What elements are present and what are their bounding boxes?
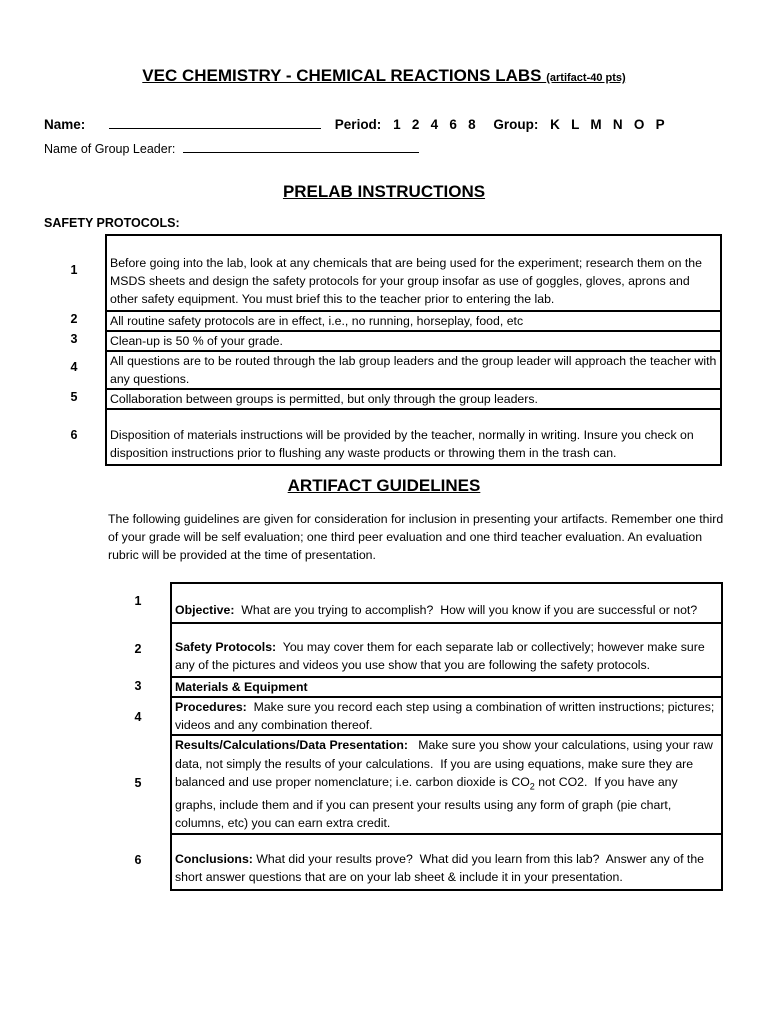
table-row [106, 409, 721, 465]
table-row [106, 311, 721, 331]
prelab-item-3: Clean-up is 50 % of your grade. [106, 331, 721, 351]
prelab-heading: PRELAB INSTRUCTIONS [282, 182, 486, 201]
leader-blank[interactable] [183, 140, 419, 153]
table-row [171, 623, 722, 677]
item-text: What are you trying to accomplish? How will you know if you are successful or not? [234, 603, 698, 617]
name-label: Name: [44, 117, 86, 132]
prelab-item-4: All questions are to be routed through the lab group leaders and the group leader will approach the teacher with any questions. [106, 351, 721, 389]
table-row [171, 677, 722, 697]
item-text: What did your results prove? What did you learn from this lab? Answer any of the short answer questions that are on your lab sheet & include it in your presentation. [175, 851, 708, 884]
artifact-intro: The following guidelines are given for consideration for inclusion in presenting your artifacts. Remember one third of your grade will be self evaluation; one third peer evaluation and one third teacher evaluation. An evaluation rubric will be provided at the time of presentation. [108, 512, 724, 562]
name-blank[interactable] [109, 116, 321, 129]
prelab-num-2: 2 [70, 312, 78, 326]
item-text: not CO2. If you have any graphs, include them and if you can present your results using any form of graph (pie chart, columns, etc) you can earn extra credit. [175, 775, 682, 831]
artifact-heading: ARTIFACT GUIDELINES [287, 476, 481, 495]
prelab-num-1: 1 [70, 263, 78, 277]
prelab-num-6: 6 [70, 428, 78, 442]
student-info-row [44, 116, 665, 132]
document-title [0, 66, 768, 86]
table-row [106, 389, 721, 409]
item-label: Conclusions: [175, 851, 253, 866]
table-row [171, 697, 722, 735]
table-row [171, 583, 722, 623]
table-row [106, 331, 721, 351]
artifact-num-1: 1 [134, 594, 142, 608]
artifact-num-4: 4 [134, 710, 142, 724]
artifact-num-2: 2 [134, 642, 142, 656]
artifact-num-6: 6 [134, 853, 142, 867]
table-row [106, 235, 721, 311]
prelab-item-6: Disposition of materials instructions will be provided by the teacher, normally in writing. Insure you check on disposition instructions prior to flushing any waste products or throwing them in the trash can. [106, 409, 721, 465]
item-label: Results/Calculations/Data Presentation: [175, 738, 409, 752]
item-label: Materials & Equipment [175, 680, 308, 694]
title-text: VEC CHEMISTRY - CHEMICAL REACTIONS LABS [142, 66, 542, 85]
prelab-item-5: Collaboration between groups is permitted, but only through the group leaders. [106, 389, 721, 409]
table-row [106, 351, 721, 389]
artifact-item-6 [171, 834, 722, 890]
group-options: K L M N O P [550, 117, 665, 132]
artifact-item-1 [171, 583, 722, 623]
table-row [171, 735, 722, 834]
safety-protocols-label: SAFETY PROTOCOLS: [44, 216, 180, 230]
period-label: Period: [334, 117, 382, 132]
artifact-num-3: 3 [134, 679, 142, 693]
leader-label: Name of Group Leader: [44, 142, 176, 156]
prelab-num-4: 4 [70, 360, 78, 374]
subscript-2: 2 [529, 781, 535, 792]
item-label: Objective: [175, 603, 235, 617]
item-label: Procedures: [175, 700, 247, 714]
prelab-num-3: 3 [70, 332, 78, 346]
artifact-item-5 [171, 735, 722, 834]
artifact-item-3 [171, 677, 722, 697]
artifact-guidelines-table [170, 582, 723, 891]
title-note: (artifact-40 pts) [546, 72, 626, 84]
group-leader-row [44, 140, 419, 156]
safety-protocols-table [105, 234, 722, 466]
item-text: Make sure you show your calculations, using your raw data, not simply the results of your calculations. If you are using equations, make sure they are balanced and use proper nomenclature; i.e. carbon dioxide is CO [175, 738, 717, 789]
prelab-num-5: 5 [70, 390, 78, 404]
prelab-item-2: All routine safety protocols are in effect, i.e., no running, horseplay, food, etc [106, 311, 721, 331]
prelab-item-1: Before going into the lab, look at any chemicals that are being used for the experiment; research them on the MSDS sheets and design the safety protocols for your group insofar as use of goggles, gloves, aprons and other safety equipment. You must brief this to the teacher prior to entering the lab. [106, 235, 721, 311]
group-label: Group: [493, 117, 539, 132]
artifact-num-5: 5 [134, 776, 142, 790]
item-text: You may cover them for each separate lab or collectively; however make sure any of the pictures and videos you use show that you are following the safety protocols. [175, 640, 709, 672]
period-options: 1 2 4 6 8 [393, 117, 476, 132]
artifact-item-2 [171, 623, 722, 677]
item-text: Make sure you record each step using a combination of written instructions; pictures; videos and any combination thereof. [175, 700, 718, 732]
item-label: Safety Protocols: [175, 640, 277, 654]
table-row [171, 834, 722, 890]
artifact-item-4 [171, 697, 722, 735]
